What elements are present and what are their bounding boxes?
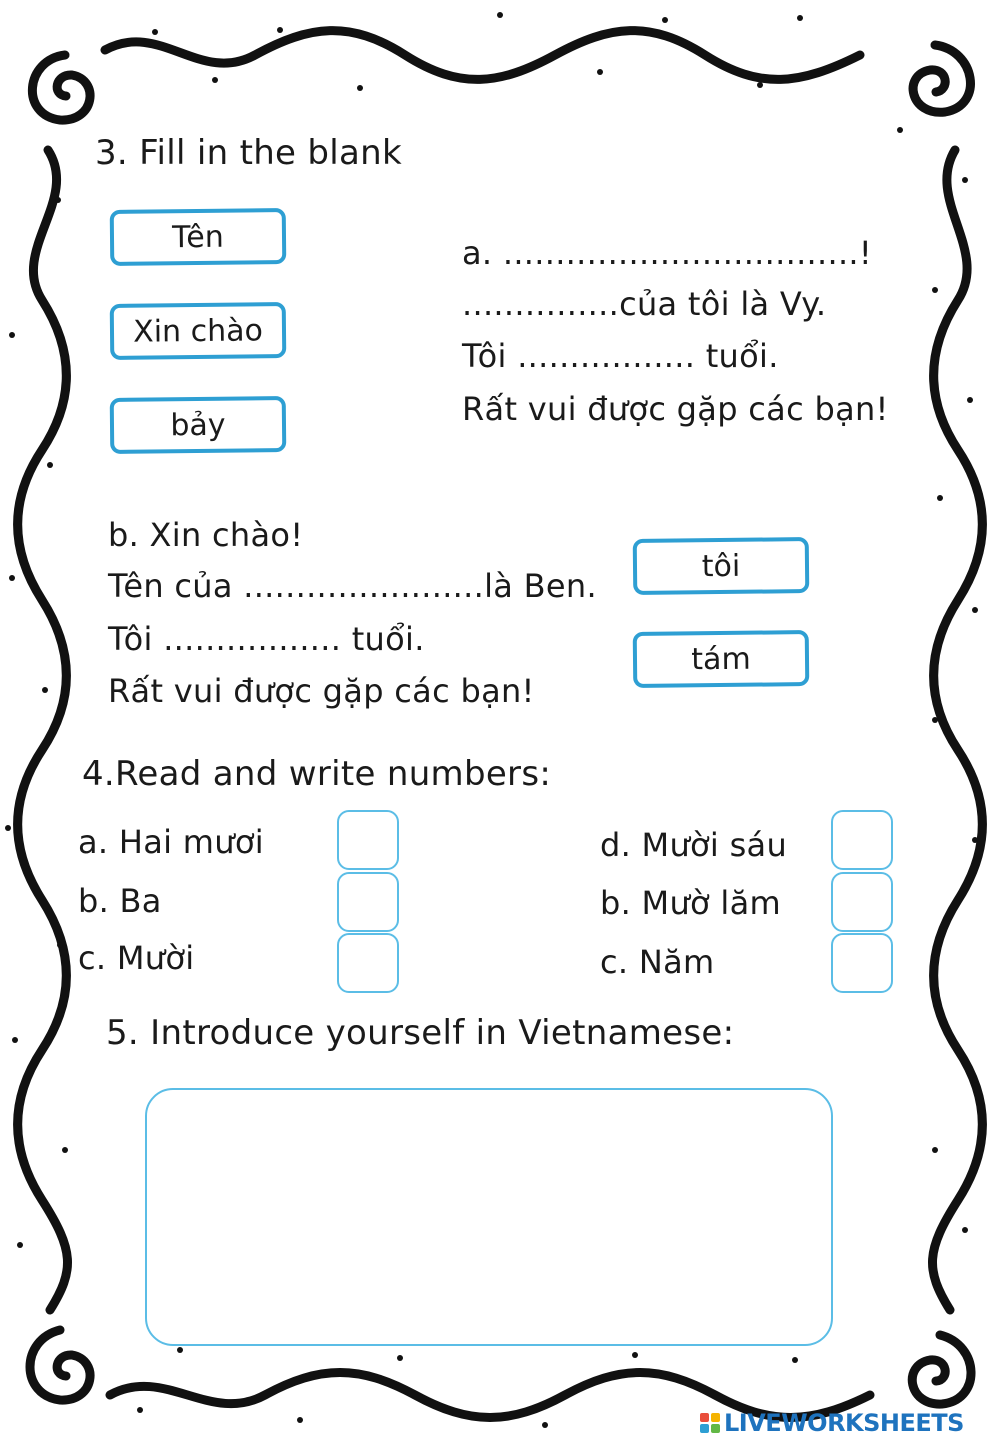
part-a-line-2: ...............của tôi là Vy. [462, 285, 827, 323]
liveworksheets-logo [700, 1408, 964, 1438]
number-item-c-right: c. Năm [600, 943, 715, 981]
word-chip-xin-chao[interactable]: Xin chào [110, 302, 287, 360]
answer-box-a-left[interactable] [337, 810, 399, 870]
word-chip-ten[interactable]: Tên [110, 208, 287, 266]
part-b-line-3: Tôi ................. tuổi. [108, 620, 425, 658]
word-chip-bay[interactable]: bảy [110, 396, 287, 454]
answer-box-f-right[interactable] [831, 933, 893, 993]
answer-box-c-left[interactable] [337, 933, 399, 993]
introduction-text-area[interactable] [145, 1088, 833, 1346]
part-b-line-1: b. Xin chào! [108, 516, 304, 554]
logo-icon [700, 1413, 720, 1433]
section4-heading: 4.Read and write numbers: [82, 754, 552, 794]
answer-box-e-right[interactable] [831, 872, 893, 932]
section5-heading: 5. Introduce yourself in Vietnamese: [106, 1013, 735, 1053]
answer-box-b-left[interactable] [337, 872, 399, 932]
number-item-b-left: b. Ba [78, 882, 162, 920]
number-item-b-right: b. Mườ lăm [600, 884, 781, 922]
number-item-d-right: d. Mười sáu [600, 826, 788, 864]
answer-box-d-right[interactable] [831, 810, 893, 870]
part-a-line-1: a. ..................................! [462, 234, 873, 272]
word-chip-tam[interactable]: tám [633, 630, 810, 688]
part-b-line-2: Tên của .......................là Ben. [108, 567, 597, 605]
part-a-line-3: Tôi ................. tuổi. [462, 337, 779, 375]
word-chip-toi[interactable]: tôi [633, 537, 810, 595]
part-a-line-4: Rất vui được gặp các bạn! [462, 390, 889, 428]
number-item-c-left: c. Mười [78, 939, 195, 977]
section3-heading: 3. Fill in the blank [95, 133, 402, 173]
logo-text: LIVEWORKSHEETS [724, 1409, 964, 1437]
part-b-line-4: Rất vui được gặp các bạn! [108, 672, 535, 710]
number-item-a-left: a. Hai mươi [78, 823, 264, 861]
